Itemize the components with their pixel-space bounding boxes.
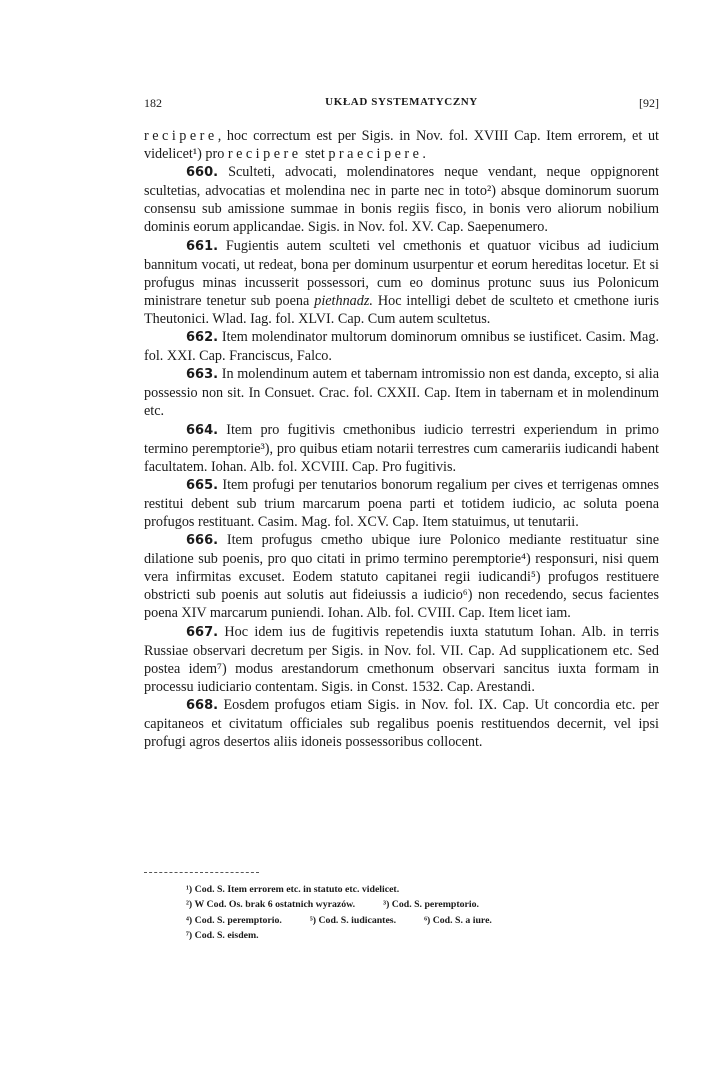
text-run: Sculteti, advocati, molendinatores neque vendant, neque oppignorent scultetias, advocatias et molendina nec in parte nec in toto²) absque dominorum suorum consensu sub amissione summae in bonis regiis fisco, in bonis vero aliorum nobilium dominis eorum applicandae. Sigis. in Nov. fol. XV. Cap. Saepenumero. [144, 164, 659, 236]
text-run: Item pro fugitivis cmethonibus iudicio terrestri experiendum in primo termino peremptorie³), pro quibus etiam notarii terrestres cum camerariis iudicandi habent facultatem. Iohan. Alb. fol. XCVIII. Cap. Pro fugitivis. [144, 421, 659, 475]
section-number: 662. [186, 330, 219, 346]
text-run: stet [301, 146, 329, 163]
text-run: Fugientis autem sculteti vel cmethonis et quatuor vicibus ad iudicium bannitum vocati, ut redeat, bona per dominum usurpentur et eorum hereditas locetur. Et si profugus minas incusserit possessori, cum eo dominus protunc suus ius Polonicum ministrare tenetur sub poena [144, 237, 659, 309]
section-number: 665. [186, 477, 219, 493]
footnote-row [186, 913, 616, 928]
text-run: Item molendinator multorum dominorum omnibus se iustificet. Casim. Mag. fol. XXI. Cap. Franciscus, Falco. [144, 329, 659, 365]
footnote: ³) Cod. S. peremptorio. [383, 899, 479, 911]
section-number: 666. [186, 533, 219, 549]
section-paragraph [144, 696, 659, 751]
section-paragraph [144, 421, 659, 476]
original-page-number: [92] [639, 96, 659, 110]
text-run: In molendinum autem et tabernam intromissio non est danda, excepto, si alia possessio non sit. In Consuet. Crac. fol. CXXII. Cap. Item in tabernam et in molendinum etc. [144, 366, 659, 420]
page-number: 182 [144, 96, 162, 110]
text-run: Hoc idem ius de fugitivis repetendis iuxta statutum Iohan. Alb. in terris Russiae observari decretum per Sigis. in Nov. fol. VII. Cap. Ad supplicationem etc. Sed postea idem⁷) modus arestandorum cmethonum observari sancitus iuxta formam in processu iudiciario contentam. Sigis. in Const. 1532. Cap. Arestandi. [144, 623, 659, 695]
section-number: 663. [186, 367, 219, 383]
section-paragraph [144, 163, 659, 236]
body-text [144, 127, 659, 751]
section-paragraph [144, 476, 659, 531]
spaced-word: praecipere [328, 146, 423, 163]
section-number: 668. [186, 697, 219, 713]
footnote: ⁷) Cod. S. eisdem. [186, 930, 259, 942]
footnote-row [186, 928, 616, 943]
text-run: Hoc intelligi debet de sculteto et cmethone iuris Theutonici. Wlad. Iag. fol. XLVI. Cap. Cum autem scultetus. [144, 292, 659, 327]
text-run: Item profugus cmetho ubique iure Polonico mediante restituatur sine dilatione sub poenis, pro quo citati in primo termino peremptorie⁴) responsuri, nisi quem vera infirmitas excuset. Eodem statuto capitanei regii iudicandi⁵) profugos restituere obstricti sub poenis aut solutis aut fideiussis a iudicio⁶) non recedendo, secus facientes poena XIV marcarum puniendi. Iohan. Alb. fol. CVIII. Cap. Item licet iam. [144, 532, 659, 622]
paragraph-continuation [144, 127, 659, 163]
section-paragraph [144, 365, 659, 420]
spaced-word: recipere [144, 128, 218, 144]
section-paragraph [144, 531, 659, 622]
text-run: . [422, 146, 426, 163]
footnote-row [186, 882, 616, 897]
footnote: ⁵) Cod. S. iudicantes. [309, 914, 397, 926]
running-title: UKŁAD SYSTEMATYCZNY [325, 96, 478, 108]
footnotes [186, 882, 616, 944]
text-run: Item profugi per tenutarios bonorum regalium per cives et terrigenas omnes restitui debent sub trium marcarum poena parti et totidem iudicio, ac soluta poena profugos restituant. Casim. Mag. fol. XCV. Cap. Item statuimus, ut tenutarii. [144, 476, 659, 530]
page-header [144, 96, 659, 114]
section-paragraph [144, 623, 659, 696]
section-number: 660. [186, 165, 219, 181]
section-number: 661. [186, 238, 219, 254]
section-paragraph [144, 328, 659, 365]
italic-term: piethnadz. [314, 292, 373, 309]
text-run: Eosdem profugos etiam Sigis. in Nov. fol. IX. Cap. Ut concordia etc. per capitaneos et civitatum officiales sub regalibus poenis restituendos decernit, vel ipsi profugi agros desertos aliis idoneis possessoribus collocent. [144, 696, 659, 751]
footnote: ¹) Cod. S. Item errorem etc. in statuto etc. videlicet. [186, 884, 400, 895]
footnote-separator [144, 872, 259, 873]
section-paragraph [144, 237, 659, 328]
text-run: , hoc correctum est per Sigis. in Nov. fol. XVIII Cap. Item errorem, et ut videlicet¹) pro [144, 128, 659, 163]
footnote: ⁴) Cod. S. peremptorio. [186, 914, 282, 926]
section-number: 667. [186, 624, 219, 640]
footnote-row [186, 897, 616, 912]
spaced-word: recipere [227, 146, 302, 163]
footnote: ²) W Cod. Os. brak 6 ostatnich wyrazów. [186, 899, 356, 911]
section-number: 664. [186, 422, 219, 438]
footnote: ⁶) Cod. S. a iure. [424, 914, 492, 926]
